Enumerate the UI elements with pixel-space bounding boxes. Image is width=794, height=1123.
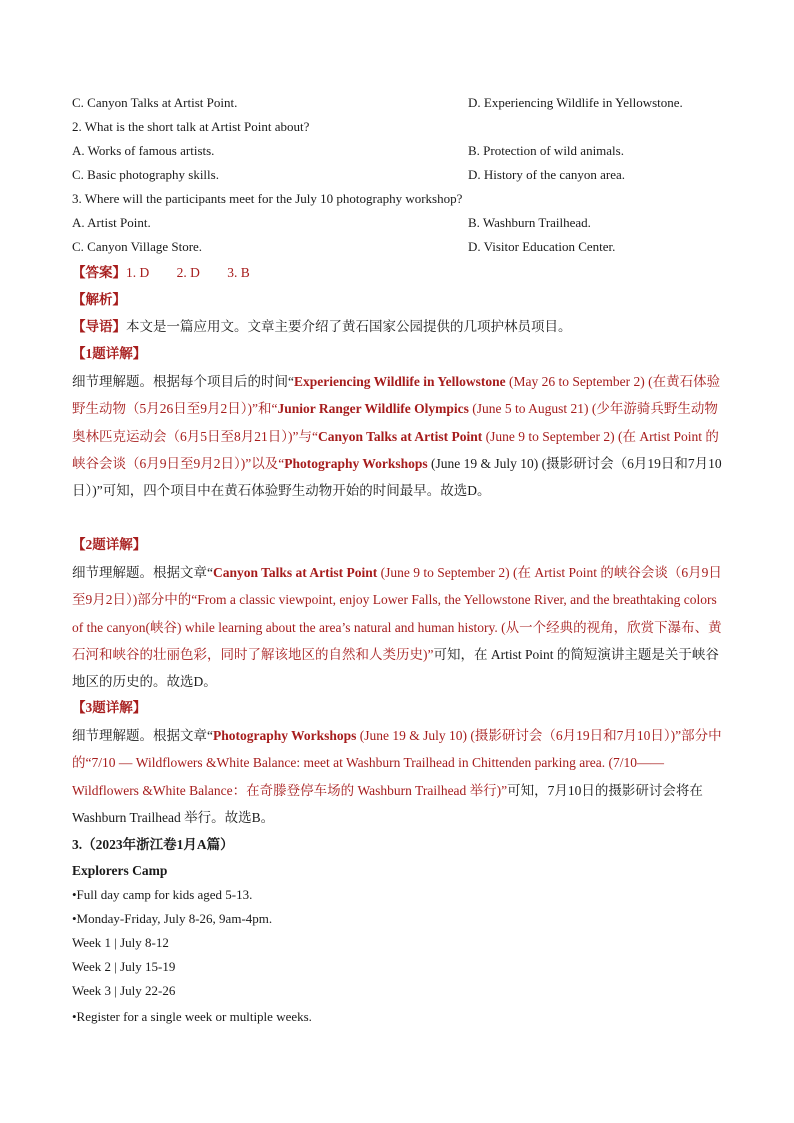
q1-options-row	[72, 94, 683, 112]
detail-3-label: 【3题详解】	[72, 700, 147, 715]
answer-2: 2. D	[176, 265, 200, 280]
section-3-line-4: Week 2 | July 15-19	[72, 959, 176, 974]
answer-line	[72, 264, 250, 282]
section-3-line-3: Week 1 | July 8-12	[72, 935, 169, 950]
q3-option-b: B. Washburn Trailhead.	[468, 215, 591, 230]
answer-3: 3. B	[227, 265, 250, 280]
q2-options-row-1	[72, 142, 624, 160]
section-3-heading: 3.（2023年浙江卷1月A篇）	[72, 837, 234, 852]
section-3-line-2: •Monday-Friday, July 8-26, 9am-4pm.	[72, 911, 273, 926]
detail-1-title-2: Junior Ranger Wildlife Olympics	[277, 401, 469, 417]
q3-options-row-1	[72, 214, 591, 232]
q3-option-d: D. Visitor Education Center.	[468, 239, 616, 254]
detail-3-text-2: (June 19 & July 10) (摄影研讨会（6月19日和7月10日）)”部分中的“7/10 — Wildflowers &White Balance: meet at Washburn Trailhead in Chittenden parking area. (7/10——Wildflowers &White Balance：在奇滕登停车场的 Washburn Trailhead 举行)”	[72, 728, 722, 798]
q2-question: 2. What is the short talk at Artist Point about?	[72, 119, 310, 134]
detail-1-label: 【1题详解】	[72, 346, 147, 361]
q2-option-b: B. Protection of wild animals.	[468, 143, 624, 158]
q2-option-c: C. Basic photography skills.	[72, 167, 219, 182]
guide-label: 【导语】	[72, 319, 126, 334]
q2-option-a: A. Works of famous artists.	[72, 143, 215, 158]
answer-label: 【答案】	[72, 265, 126, 280]
answer-1: 1. D	[126, 265, 150, 280]
detail-1-text-2: (May 26 to September 2) (在黄石体验野生动物（5月26日至9月2日）)”和“	[72, 374, 721, 417]
q2-option-d: D. History of the canyon area.	[468, 167, 626, 182]
q3-options-row-2	[72, 238, 616, 256]
detail-1-text-5: (June 19 & July 10) (摄影研讨会（6月19日和7月10日）)”可知，四个项目中在黄石体验野生动物开始的时间最早。故选D。	[72, 455, 722, 499]
detail-3-text-1: 细节理解题。根据文章“	[72, 728, 213, 743]
guide-line	[72, 318, 572, 336]
q3-question: 3. Where will the participants meet for the July 10 photography workshop?	[72, 191, 463, 206]
q3-option-c: C. Canyon Village Store.	[72, 239, 203, 254]
detail-1-title-3: Canyon Talks at Artist Point	[317, 428, 483, 444]
detail-3-title-1: Photography Workshops	[213, 728, 357, 743]
detail-1-title-4: Photography Workshops	[284, 455, 428, 471]
detail-1-text-3: (June 5 to August 21) (少年游骑兵野生动物奥林匹克运动会（6月5日至8月21日）)”与“	[72, 401, 718, 444]
section-3-line-6: •Register for a single week or multiple weeks.	[72, 1009, 312, 1024]
q1-option-d: D. Experiencing Wildlife in Yellowstone.	[468, 95, 683, 110]
detail-3-text-3: 可知，7月10日的摄影研讨会将在 Washburn Trailhead 举行。故选B。	[72, 782, 703, 825]
section-3-line-1: •Full day camp for kids aged 5-13.	[72, 887, 253, 902]
detail-2-text-1: 细节理解题。根据文章“	[72, 565, 213, 580]
guide-text: 本文是一篇应用文。文章主要介绍了黄石国家公园提供的几项护林员项目。	[126, 319, 572, 334]
detail-2-label: 【2题详解】	[72, 537, 147, 552]
detail-2-title-1: Canyon Talks at Artist Point	[213, 565, 378, 580]
detail-2-text-3: 可知，在 Artist Point 的简短演讲主题是关于峡谷地区的历史的。故选D。	[72, 646, 719, 690]
detail-1-title-1: Experiencing Wildlife in Yellowstone	[294, 374, 506, 389]
section-3-line-5: Week 3 | July 22-26	[72, 983, 176, 998]
q1-option-c: C. Canyon Talks at Artist Point.	[72, 95, 238, 110]
detail-1-paragraph	[72, 368, 727, 504]
detail-2-paragraph	[72, 559, 727, 695]
detail-3-paragraph	[72, 722, 727, 831]
analysis-label: 【解析】	[72, 292, 126, 307]
detail-1-text-4: (June 9 to September 2) (在 Artist Point 的峡谷会谈（6月9日至9月2日）)”以及“	[72, 428, 719, 471]
section-3-title: Explorers Camp	[72, 863, 168, 878]
q3-option-a: A. Artist Point.	[72, 215, 151, 230]
q2-options-row-2	[72, 166, 626, 184]
detail-1-text-1: 细节理解题。根据每个项目后的时间“	[72, 374, 294, 389]
detail-2-text-2: (June 9 to September 2) (在 Artist Point 的峡谷会谈（6月9日至9月2日）)部分中的“From a classic viewpoint, enjoy Lower Falls, the Yellowstone River, and the breathtaking colors of the canyon(峡谷) while learning about the area’s natural and human history. (从一个经典的视角，欣赏下瀑布、黄石河和峡谷的壮丽色彩，同时了解该地区的自然和人类历史)”	[72, 565, 722, 662]
